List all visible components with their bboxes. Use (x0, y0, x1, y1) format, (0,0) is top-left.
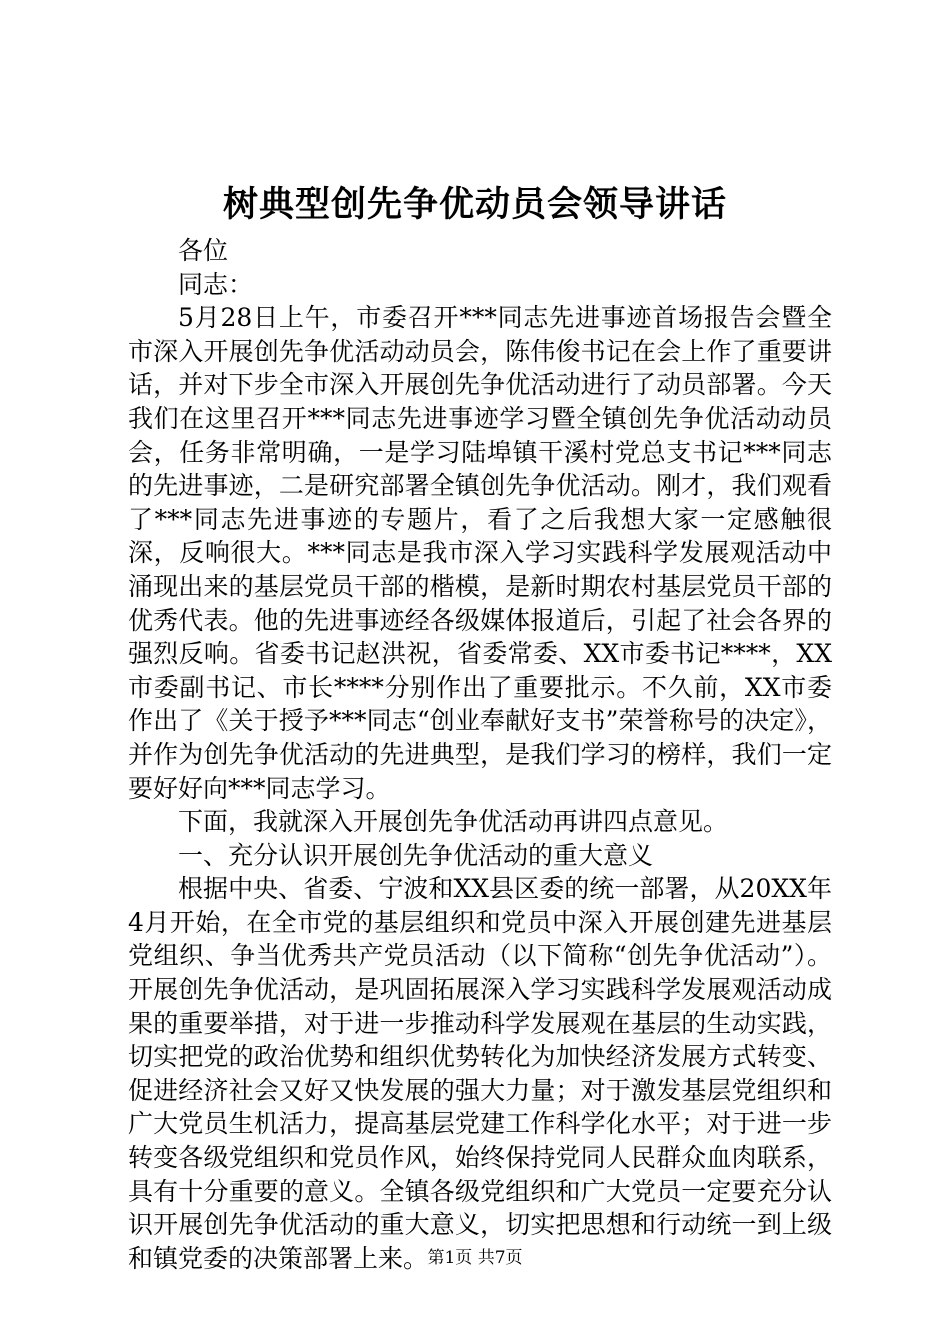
salutation-line-1: 各位 (178, 236, 229, 265)
salutation-line-2: 同志： (178, 269, 254, 299)
page-number: 第1页 共7页 (427, 1248, 523, 1268)
section-heading-1: 一、充分认识开展创先争优活动的重大意义 (178, 840, 654, 870)
document-body (128, 234, 832, 1275)
document-title: 树典型创先争优动员会领导讲话 (222, 184, 727, 225)
paragraph-section-1: 根据中央、省委、宁波和XX县区委的统一部署，从20XX年4月开始，在全市党的基层组织和党员中深入开展创建先进基层党组织、争当优秀共产党员活动（以下简称“创先争优活动”）。开展创先争优活动，是巩固拓展深入学习实践科学发展观活动成果的重要举措，对于进一步推动科学发展观在基层的生动实践，切实把党的政治优势和组织优势转化为加快经济发展方式转变、促进经济社会又好又快发展的强大力量；对于激发基层党组织和广大党员生机活力，提高基层党建工作科学化水平；对于进一步转变各级党组织和党员作风，始终保持党同人民群众血肉联系，具有十分重要的意义。全镇各级党组织和广大党员一定要充分认识开展创先争优活动的重大意义，切实把思想和行动统一到上级和镇党委的决策部署上来。 (128, 874, 832, 1273)
paragraph-intro: 5月28日上午，市委召开***同志先进事迹首场报告会暨全市深入开展创先争优活动动员会，陈伟俊书记在会上作了重要讲话，并对下步全市深入开展创先争优活动进行了动员部署。今天我们在这里召开***同志先进事迹学习暨全镇创先争优活动动员会，任务非常明确，一是学习陆埠镇干溪村党总支书记***同志的先进事迹，二是研究部署全镇创先争优活动。刚才，我们观看了***同志先进事迹的专题片，看了之后我想大家一定感触很深，反响很大。***同志是我市深入学习实践科学发展观活动中涌现出来的基层党员干部的楷模，是新时期农村基层党员干部的优秀代表。他的先进事迹经各级媒体报道后，引起了社会各界的强烈反响。省委书记赵洪祝，省委常委、XX市委书记****，XX市委副书记、市长****分别作出了重要批示。不久前，XX市委作出了《关于授予***同志“创业奉献好支书”荣誉称号的决定》，并作为创先争优活动的先进典型，是我们学习的榜样，我们一定要好好向***同志学习。 (128, 303, 832, 803)
paragraph-transition: 下面，我就深入开展创先争优活动再讲四点意见。 (178, 807, 729, 837)
